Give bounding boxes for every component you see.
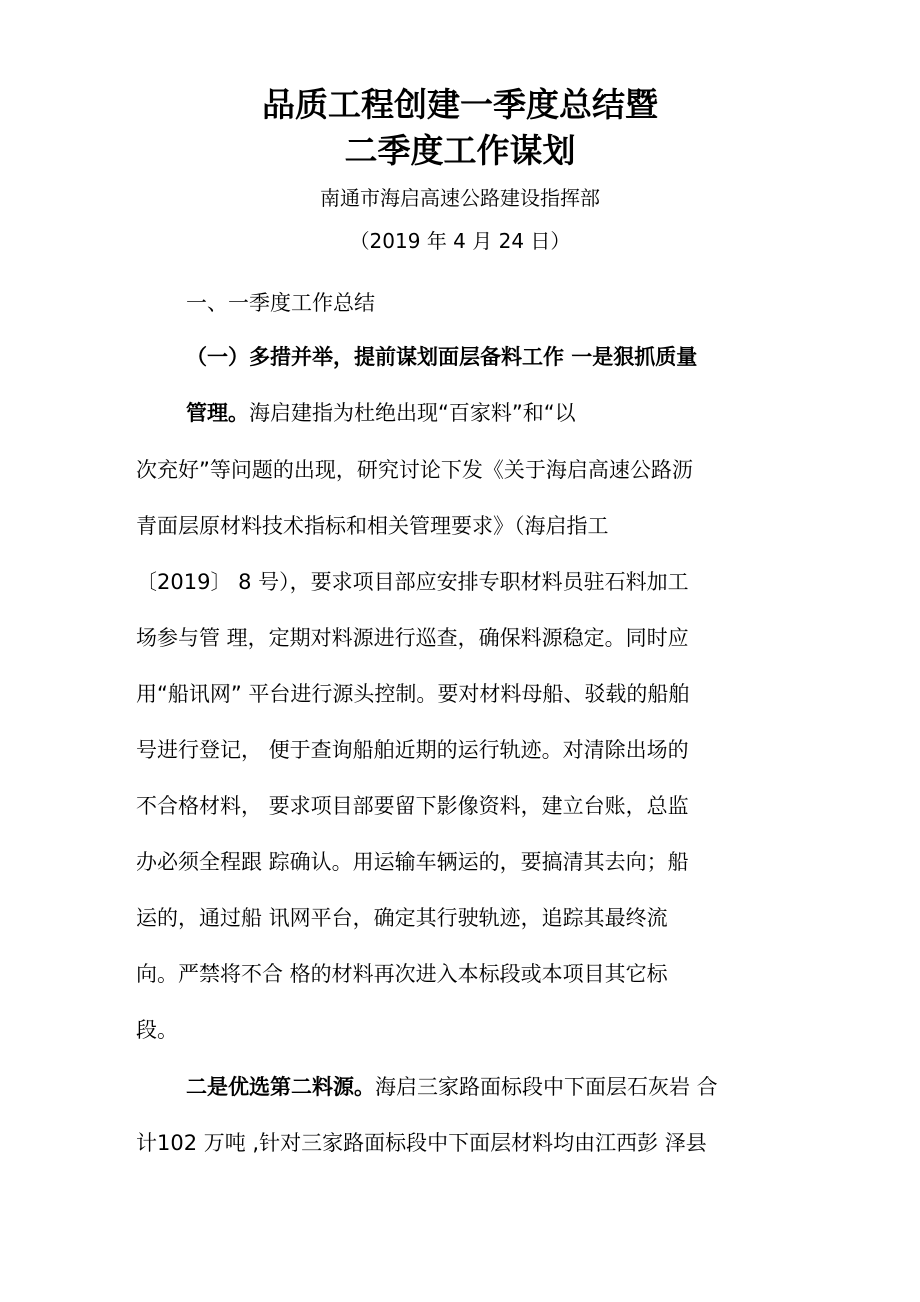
document-title-line-2: 二季度工作谋划 — [344, 131, 576, 170]
paragraph-line: 段。 — [136, 1018, 178, 1042]
paragraph-line: 号进行登记， 便于查询船舶近期的运行轨迹。对清除出场的 — [136, 738, 689, 762]
paragraph-line: 次充好”等问题的出现，研究讨论下发《关于海启高速公路沥 — [136, 458, 693, 482]
subsection-heading: （一）多措并举，提前谋划面层备料工作 一是狠抓质量 — [186, 345, 698, 369]
paragraph-line: 场参与管 理，定期对料源进行巡查，确保料源稳定。同时应 — [136, 626, 689, 650]
paragraph-2-lead-line — [186, 1077, 718, 1098]
paragraph-line: 计102 万吨 ,针对三家路面标段中下面层材料均由江西彭 泽县 — [136, 1131, 707, 1155]
paragraph-line: 向。严禁将不合 格的材料再次进入本标段或本项目其它标 — [136, 962, 668, 986]
paragraph-line: 用“船讯网” 平台进行源头控制。要对材料母船、驳载的船舶 — [136, 682, 690, 706]
paragraph-2-lead-bold: 二是优选第二料源。 — [186, 1075, 375, 1099]
paragraph-line: 青面层原材料技术指标和相关管理要求》（海启指工 — [136, 514, 609, 538]
paragraph-line: 不合格材料， 要求项目部要留下影像资料，建立台账，总监 — [136, 794, 689, 818]
document-title-line-1: 品质工程创建一季度总结暨 — [262, 85, 658, 124]
document-date: （2019 年 4 月 24 日） — [349, 229, 571, 253]
section-heading: 一、一季度工作总结 — [186, 291, 375, 315]
paragraph-lead-line — [186, 403, 576, 424]
paragraph-line: 办必须全程跟 踪确认。用运输车辆运的，要搞清其去向；船 — [136, 850, 689, 874]
paragraph-2-lead-text: 海启三家路面标段中下面层石灰岩 合 — [375, 1075, 718, 1099]
paragraph-line: 运的，通过船 讯网平台，确定其行驶轨迹，追踪其最终流 — [136, 906, 668, 930]
organization-name: 南通市海启高速公路建设指挥部 — [320, 186, 600, 210]
paragraph-lead-text: 海启建指为杜绝出现“百家料”和“以 — [249, 401, 576, 425]
paragraph-line: 〔2019〕 8 号），要求项目部应安排专职材料员驻石料加工 — [136, 570, 689, 594]
paragraph-lead-bold: 管理。 — [186, 401, 249, 425]
